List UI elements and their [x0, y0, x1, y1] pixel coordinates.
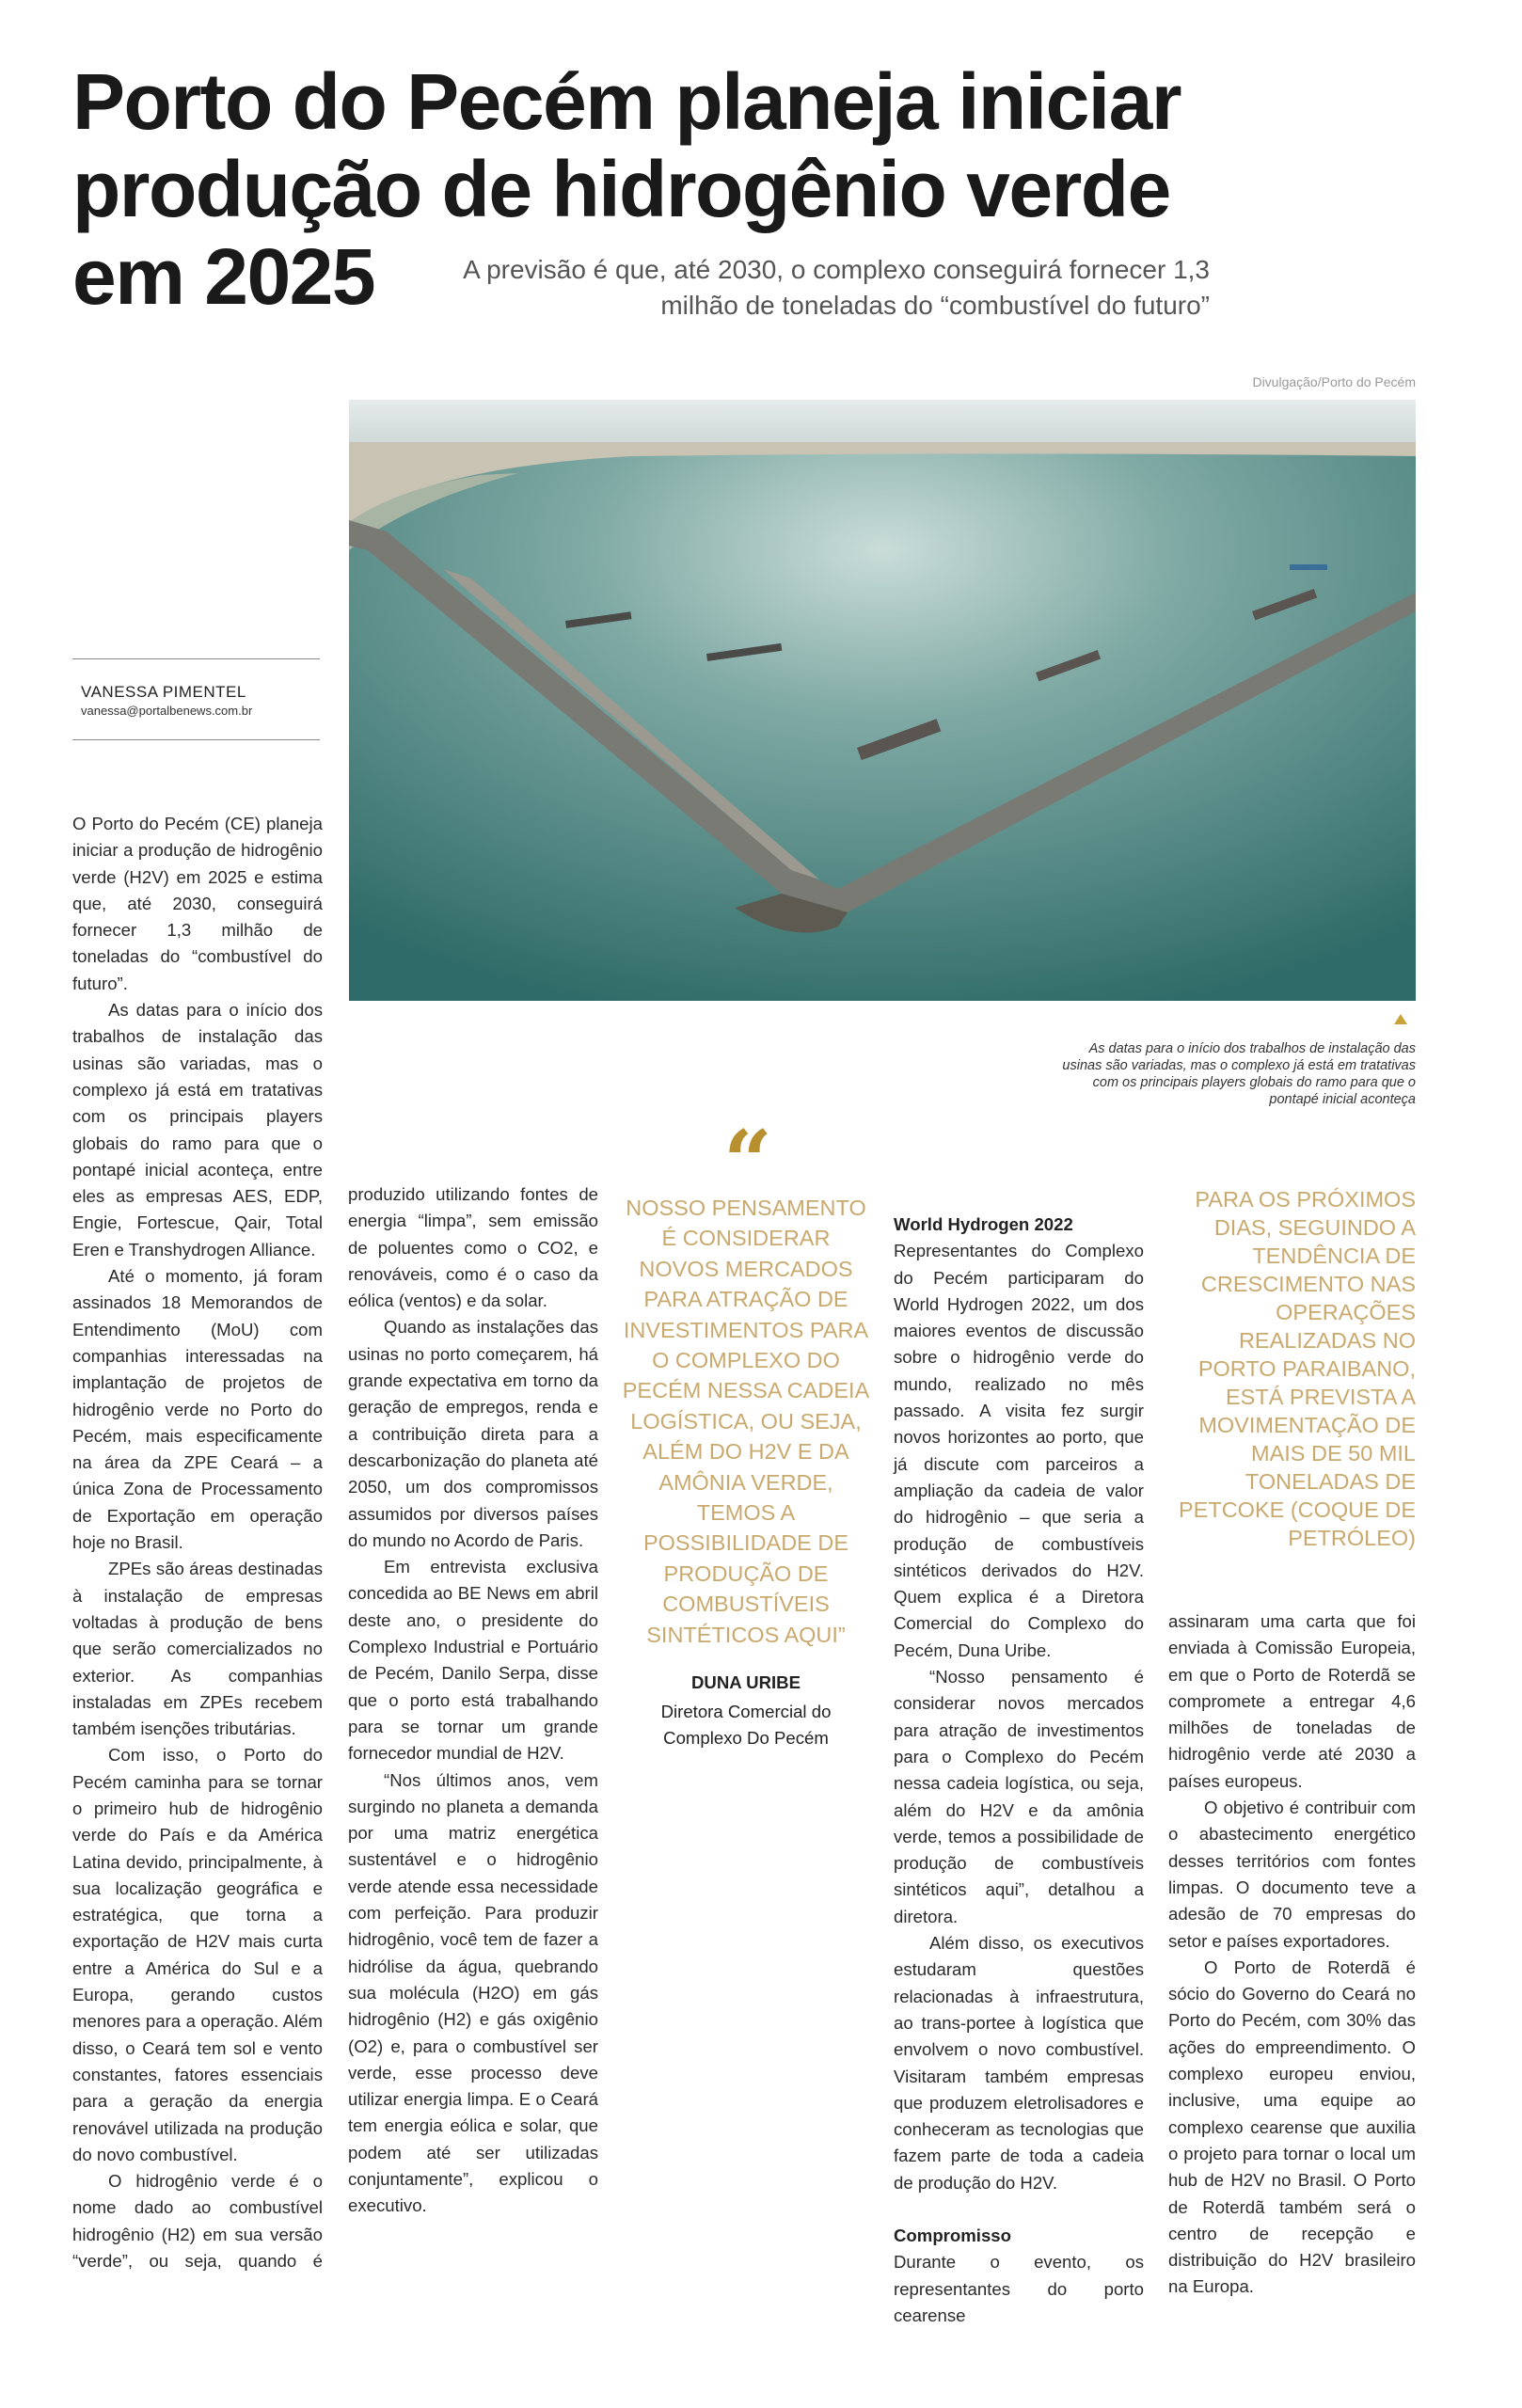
paragraph: As datas para o início dos trabalhos de instalação das usinas são variadas, mas o complexo já está em tratativas com os principais players globais do ramo para que o pontapé inicial aconteça, entre eles as empresas AES, EDP, Engie, Fortescue, Qair, Total Eren e Transhydrogen Alliance. — [72, 1000, 323, 1259]
paragraph: Além disso, os executivos estudaram questões relacionadas à infraestrutura, ao trans-portee à logística que envolvem o novo combustível. Visitaram também empresas que produzem eletrolisadores e conheceram as tecnologias que fazem parte de toda a cadeia de produção do H2V. — [894, 1933, 1144, 2193]
quote-mark-icon: “ — [723, 1112, 772, 1212]
paragraph: “Nosso pensamento é considerar novos mercados para atração de investimentos para o Complexo do Pecém nessa cadeia logística, ou seja, além do H2V e da amônia verde, temos a possibilidade de produção de combustíveis sintéticos aqui”, detalhou a diretora. — [894, 1667, 1144, 1926]
paragraph: Durante o evento, os representantes do porto cearense — [894, 2252, 1144, 2325]
paragraph: assinaram uma carta que foi enviada à Comissão Europeia, em que o Porto de Roterdã se compromete a entregar 4,6 milhões de toneladas de hidrogênio verde até 2030 a países europeus. — [1168, 1611, 1416, 1791]
headline-title: Porto do Pecém planeja iniciar produção de hidrogênio verde em 2025 — [72, 57, 1181, 321]
byline — [81, 683, 252, 718]
article-column-4 — [894, 1212, 1144, 2329]
article-column-1 — [72, 811, 323, 2274]
paragraph: “Nos últimos anos, vem surgindo no planeta a demanda por uma matriz energética sustentável e o hidrogênio verde atende essa necessidade com perfeição. Para produzir hidrogênio, você tem de fazer a hidrólise da água, quebrando sua molécula (H2O) em gás hidrogênio (H2) e gás oxigênio (O2) e, para o combustível ser verde, esse processo deve utilizar energia limpa. E o Ceará tem energia eólica e solar, que podem até ser utilizadas conjuntamente”, explicou o executivo. — [348, 1769, 598, 2216]
byline-top-rule — [72, 658, 320, 659]
paragraph: produzido utilizando fontes de energia “limpa”, sem emissão de poluentes como o CO2, e renováveis, como é o caso da eólica (ventos) e da solar. — [348, 1184, 598, 1311]
byline-bottom-rule — [72, 739, 320, 740]
author-email[interactable]: vanessa@portalbenews.com.br — [81, 704, 253, 718]
paragraph: O Porto do Pecém (CE) planeja iniciar a produção de hidrogênio verde (H2V) em 2025 e estima que, até 2030, conseguirá fornecer 1,3 milhão de toneladas do “combustível do futuro”. — [72, 814, 323, 993]
port-aerial-photo — [349, 400, 1416, 1001]
paragraph: O Porto de Roterdã é sócio do Governo do Ceará no Porto do Pecém, com 30% das ações do empreendimento. O complexo europeu enviou, inclusive, uma equipe ao complexo cearense que auxilia o projeto para tornar o local um hub de H2V no Brasil. O Porto de Roterdã também será o centro de recepção e distribuição do H2V brasileiro na Europa. — [1168, 1956, 1416, 2297]
paragraph: Com isso, o Porto do Pecém caminha para se tornar o primeiro hub de hidrogênio verde do País e da América Latina devido, principalmente, à sua localização geográfica e estratégica, que torna a exportação de H2V mais curta entre a América do Sul e a Europa, gerando custos menores para a operação. Além disso, o Ceará tem sol e vento constantes, fatores essenciais para a geração da energia renovável utilizada na produção do novo combustível. — [72, 1745, 323, 2164]
author-name: VANESSA PIMENTEL — [81, 683, 246, 701]
paragraph: Quando as instalações das usinas no porto começarem, há grande expectativa em torno da geração de empregos, renda e a contribuição direta para a descarbonização do planeta até 2050, um dos compromissos assumidos por diversos países do mundo no Acordo de Paris. — [348, 1317, 598, 1550]
section-heading: Compromisso — [894, 2225, 1012, 2245]
photo-caption: As datas para o início dos trabalhos de instalação das usinas são variadas, mas o complexo já está em tratativas com os principais players globais do ramo para que o pontapé inicial aconteça — [1062, 1041, 1416, 1107]
article-column-5 — [1168, 1608, 1416, 2301]
pull-quote-author: DUNA URIBE — [690, 1672, 801, 1692]
section-heading: World Hydrogen 2022 — [894, 1214, 1073, 1234]
headline-subtitle: A previsão é que, até 2030, o complexo conseguirá fornecer 1,3 milhão de toneladas do “combustível do futuro” — [463, 255, 1210, 320]
pull-quote-author-role: Diretora Comercial do Complexo Do Pecém — [660, 1702, 832, 1748]
paragraph: O objetivo é contribuir com o abastecimento energético desses territórios com fontes limpas. O documento teve a adesão de 70 empresas do setor e países exportadores. — [1168, 1798, 1416, 1951]
article-column-2 — [348, 1181, 598, 2220]
paragraph: ZPEs são áreas destinadas à instalação de empresas voltadas à produção de bens que serão comercializados no exterior. As companhias instaladas em ZPEs recebem também isenções tributárias. — [72, 1559, 323, 1739]
photo-credit: Divulgação/Porto do Pecém — [1252, 374, 1416, 389]
paragraph: O hidrogênio verde é o nome dado ao combustível hidrogênio (H2) em sua versão “verde”, ou seja, quando é — [72, 2171, 323, 2272]
port-aerial-image — [349, 400, 1416, 1001]
pull-quote: NOSSO PENSAMENTO É CONSIDERAR NOVOS MERCADOS PARA ATRAÇÃO DE INVESTIMENTOS PARA O COMPLEXO DO PECÉM NESSA CADEIA LOGÍSTICA, OU SEJA, ALÉM DO H2V E DA AMÔNIA VERDE, TEMOS A POSSIBILIDADE DE PRODUÇÃO DE COMBUSTÍVEIS SINTÉTICOS AQUI” — [622, 1196, 870, 1647]
paragraph: Até o momento, já foram assinados 18 Memorandos de Entendimento (MoU) com companhias interessadas na implantação de projetos de hidrogênio verde no Porto do Pecém, mais especificamente na área da ZPE Ceará – a única Zona de Processamento de Exportação em operação hoje no Brasil. — [72, 1266, 323, 1553]
caption-marker-icon — [1394, 1014, 1407, 1024]
paragraph: Em entrevista exclusiva concedida ao BE News em abril deste ano, o presidente do Complexo Industrial e Portuário de Pecém, Danilo Serpa, disse que o porto está trabalhando para se tornar um grande fornecedor mundial de H2V. — [348, 1557, 598, 1764]
pull-quote-2: PARA OS PRÓXIMOS DIAS, SEGUINDO A TENDÊNCIA DE CRESCIMENTO NAS OPERAÇÕES REALIZADAS NO PORTO PARAIBANO, ESTÁ PREVISTA A MOVIMENTAÇÃO DE MAIS DE 50 MIL TONELADAS DE PETCOKE (COQUE DE PETRÓLEO) — [1178, 1187, 1416, 1550]
paragraph: Representantes do Complexo do Pecém participaram do World Hydrogen 2022, um dos maiores eventos de discussão sobre o hidrogênio verde do mundo, realizado no mês passado. A visita fez surgir novos horizontes ao porto, que já discute com parceiros a ampliação da cadeia de valor do hidrogênio – que seria a produção de combustíveis sintéticos derivados do H2V. Quem explica é a Diretora Comercial do Complexo do Pecém, Duna Uribe. — [894, 1241, 1144, 1660]
